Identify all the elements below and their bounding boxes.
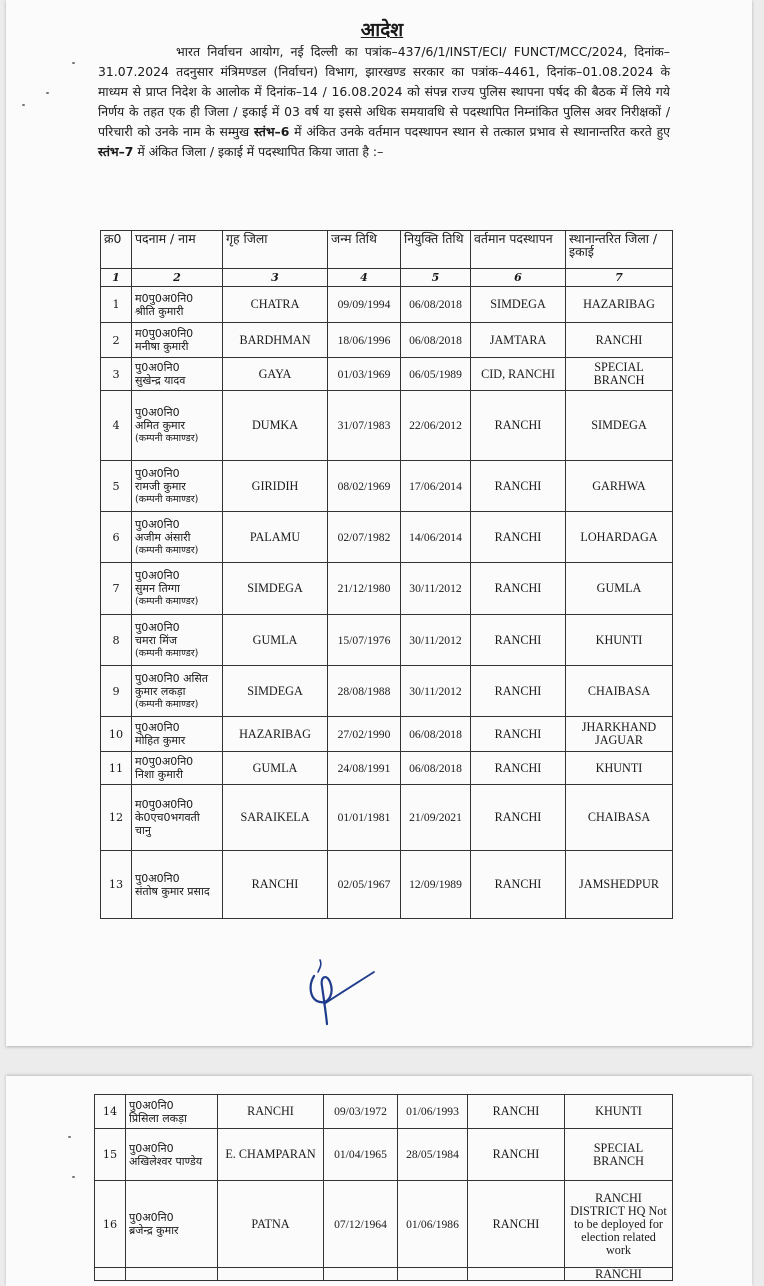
designation: पु0अ0नि0 <box>135 721 180 734</box>
name-cell <box>126 1095 218 1129</box>
appointment-date: 06/08/2018 <box>409 333 462 347</box>
header-name: पदनाम / नाम <box>132 231 223 269</box>
dob-cell <box>328 512 401 563</box>
table-row <box>101 851 673 919</box>
current-posting: JAMTARA <box>489 332 547 347</box>
date-of-birth: 07/12/1964 <box>334 1217 387 1231</box>
appointment-date: 12/09/1989 <box>409 878 462 891</box>
scan-speck <box>72 62 75 64</box>
home-district: BARDHMAN <box>239 332 311 347</box>
serial-cell <box>101 563 132 615</box>
column-number: 4 <box>328 269 401 287</box>
table-row <box>101 785 673 851</box>
cut-off-cell <box>468 1268 565 1281</box>
home-district: PALAMU <box>249 529 301 544</box>
home-district-cell <box>223 666 328 717</box>
dob-cell <box>328 323 401 358</box>
transfer-cell <box>565 1095 673 1129</box>
appointment-cell <box>401 323 471 358</box>
signature <box>300 952 382 1030</box>
serial-number: 1 <box>112 298 120 311</box>
home-district: GUMLA <box>252 632 298 647</box>
appointment-cell <box>401 851 471 919</box>
transferred-to: SIMDEGA <box>591 418 647 432</box>
current-posting-cell <box>471 615 566 666</box>
current-posting: RANCHI <box>494 810 542 824</box>
current-posting-cell <box>471 785 566 851</box>
transfer-cell <box>566 563 673 615</box>
serial-cell <box>101 615 132 666</box>
appointment-cell <box>401 563 471 615</box>
current-posting-cell <box>468 1095 565 1129</box>
officer-name: चमरा मिंज <box>135 633 177 647</box>
table-row <box>95 1129 673 1181</box>
designation: पु0अ0नि0 <box>135 871 180 885</box>
transfer-cell <box>566 358 673 391</box>
current-posting-cell <box>471 717 566 752</box>
serial-cell <box>101 287 132 323</box>
appointment-date: 14/06/2014 <box>409 530 462 544</box>
dob-cell <box>328 785 401 851</box>
transfer-cell <box>566 615 673 666</box>
table-row <box>101 461 673 512</box>
dob-cell <box>328 391 401 461</box>
designation: पु0अ0नि0 <box>135 406 180 419</box>
transferred-to: JHARKHAND JAGUAR <box>581 720 657 747</box>
transfer-cell <box>566 752 673 785</box>
appointment-cell <box>398 1095 468 1129</box>
cut-off-cell <box>95 1268 126 1281</box>
serial-number: 16 <box>102 1217 118 1231</box>
table-row <box>101 391 673 461</box>
appointment-cell <box>401 666 471 717</box>
transferred-to: RANCHI DISTRICT HQ Not to be deployed for election related work <box>570 1190 667 1257</box>
name-cell <box>132 785 223 851</box>
intro-text-1: भारत निर्वाचन आयोग, नई दिल्ली का पत्रांक–437/6/1/INST/ECI/ FUNCT/MCC/2024, दिनांक–31.07.2024 तदनुसार मंत्रिमण्डल (निर्वाचन) विभाग, झारखण्ड सरकार का पत्रांक–4461, दिनांक–01.08.2024 के माध्यम से प्राप्त निदेश के आलोक में दिनांक–14 / 16.08.2024 को संपन्न राज्य पुलिस स्थापना पर्षद की बैठक में लिये गये निर्णय के तहत एक ही जिला / इकाई में 03 वर्ष या इससे अधिक समयावधि से पदस्थापित निम्नांकित पुलिस अवर निरीक्षकों / परिचारी को उनके नाम के सम्मुख <box>98 44 670 139</box>
transfer-cell <box>566 287 673 323</box>
dob-cell <box>328 717 401 752</box>
intro-bold-column-7: स्तंभ–7 <box>98 144 134 159</box>
appointment-cell <box>401 615 471 666</box>
column-number: 7 <box>566 269 673 287</box>
designation: म0पु0अ0नि0 <box>135 798 194 811</box>
column-number: 1 <box>101 269 132 287</box>
transferred-to: LOHARDAGA <box>580 529 658 544</box>
intro-bold-column-6: स्तंभ–6 <box>253 124 290 139</box>
intro-text-2: में अंकित उनके वर्तमान पदस्थापन स्थान से तत्काल प्रभाव से स्थानान्तरित करते हुए <box>289 124 670 139</box>
table-row <box>101 717 673 752</box>
transferred-to: KHUNTI <box>595 760 643 775</box>
serial-number: 6 <box>112 530 120 544</box>
cut-off-cell: RANCHI <box>565 1268 673 1281</box>
header-current-posting: वर्तमान पदस्थापन <box>471 231 566 269</box>
current-posting: RANCHI <box>492 1216 540 1231</box>
name-cell <box>126 1129 218 1181</box>
officer-name: निशा कुमारी <box>135 768 184 781</box>
home-district: GUMLA <box>252 760 298 775</box>
home-district: SIMDEGA <box>247 683 303 698</box>
serial-cell <box>101 358 132 391</box>
table-row <box>101 287 673 323</box>
home-district-cell <box>223 461 328 512</box>
column-number: 2 <box>132 269 223 287</box>
officer-name: सुखेन्द्र यादव <box>135 374 186 387</box>
transferred-to: SPECIAL BRANCH <box>593 1140 644 1168</box>
date-of-birth: 02/05/1967 <box>337 878 391 891</box>
home-district-cell <box>223 287 328 323</box>
column-number: 3 <box>223 269 328 287</box>
appointment-cell <box>401 717 471 752</box>
serial-number: 11 <box>108 761 124 775</box>
appointment-date: 17/06/2014 <box>409 479 462 493</box>
officer-name: अजीम अंसारी <box>135 530 191 544</box>
current-posting: RANCHI <box>492 1104 540 1118</box>
date-of-birth: 15/07/1976 <box>337 633 391 647</box>
officer-note: (कम्पनी कमाण्डर) <box>135 596 199 607</box>
dob-cell <box>328 752 401 785</box>
cut-off-cell <box>218 1268 324 1281</box>
transferred-to: KHUNTI <box>595 632 643 647</box>
transfer-cell <box>566 785 673 851</box>
date-of-birth: 01/01/1981 <box>337 811 391 824</box>
officer-name: श्रीति कुमारी <box>135 304 184 318</box>
officer-name: अखिलेश्वर पाण्डेय <box>129 1154 203 1168</box>
current-posting-cell <box>471 512 566 563</box>
table-row <box>101 666 673 717</box>
home-district: GIRIDIH <box>251 478 299 493</box>
transfer-cell <box>566 323 673 358</box>
table-row <box>101 563 673 615</box>
table-row <box>101 323 673 358</box>
current-posting: SIMDEGA <box>490 297 546 311</box>
serial-cell <box>101 785 132 851</box>
scan-speck <box>22 104 25 106</box>
appointment-cell <box>401 287 471 323</box>
designation: म0पु0अ0नि0 <box>135 755 194 768</box>
name-cell <box>132 461 223 512</box>
scan-speck <box>72 1176 75 1178</box>
dob-cell <box>328 563 401 615</box>
serial-number: 15 <box>102 1148 118 1161</box>
designation: पु0अ0नि0 <box>135 361 180 374</box>
home-district: SIMDEGA <box>247 581 303 595</box>
transfer-cell <box>566 717 673 752</box>
transferred-to: HAZARIBAG <box>583 297 655 311</box>
serial-cell <box>101 851 132 919</box>
table-row <box>95 1095 673 1129</box>
table-row <box>101 615 673 666</box>
table-row <box>101 512 673 563</box>
appointment-date: 30/11/2012 <box>409 684 462 698</box>
cut-off-cell <box>398 1268 468 1281</box>
current-posting-cell <box>471 851 566 919</box>
name-cell <box>132 358 223 391</box>
serial-number: 7 <box>112 582 120 595</box>
serial-number: 13 <box>108 878 124 891</box>
intro-text-3: में अंकित जिला / इकाई में पदस्थापित किया जाता है :– <box>133 144 384 159</box>
serial-number: 8 <box>112 633 120 647</box>
officer-name: मोहित कुमार <box>135 734 186 747</box>
name-cell <box>132 287 223 323</box>
date-of-birth: 28/08/1988 <box>337 684 391 698</box>
serial-number: 14 <box>102 1105 118 1118</box>
name-cell <box>132 391 223 461</box>
order-paragraph <box>98 42 670 162</box>
date-of-birth: 08/02/1969 <box>337 479 391 493</box>
serial-number: 12 <box>108 811 124 824</box>
document-heading: आदेश <box>360 19 404 41</box>
serial-number: 5 <box>112 479 120 493</box>
date-of-birth: 09/03/1972 <box>334 1105 387 1118</box>
officer-name: के0एच0भगवती चानु <box>135 811 200 837</box>
serial-number: 4 <box>112 419 120 432</box>
name-cell <box>132 323 223 358</box>
serial-cell <box>101 461 132 512</box>
appointment-date: 30/11/2012 <box>409 582 462 595</box>
transfer-cell <box>566 391 673 461</box>
dob-cell <box>328 287 401 323</box>
dob-cell <box>328 615 401 666</box>
serial-number: 9 <box>112 684 120 698</box>
designation: पु0अ0नि0 असित <box>135 671 209 685</box>
home-district-cell <box>223 752 328 785</box>
serial-cell <box>95 1129 126 1181</box>
current-posting: RANCHI <box>494 581 542 595</box>
transfer-table-page-1 <box>100 230 673 919</box>
officer-name: सुमन तिग्गा <box>135 582 180 595</box>
header-serial: क्र0 <box>101 231 132 269</box>
current-posting: RANCHI <box>494 760 542 775</box>
transfer-cell <box>566 851 673 919</box>
serial-cell <box>95 1181 126 1268</box>
officer-note: (कम्पनी कमाण्डर) <box>135 698 199 710</box>
current-posting-cell <box>471 461 566 512</box>
appointment-cell <box>401 785 471 851</box>
transferred-to: GARHWA <box>592 478 646 493</box>
serial-cell <box>101 512 132 563</box>
home-district-cell <box>223 563 328 615</box>
dob-cell <box>328 358 401 391</box>
home-district-cell <box>218 1095 324 1129</box>
current-posting: RANCHI <box>494 418 542 432</box>
serial-number: 3 <box>112 367 120 381</box>
name-cell <box>132 512 223 563</box>
serial-cell <box>101 391 132 461</box>
home-district-cell <box>218 1129 324 1181</box>
home-district-cell <box>218 1181 324 1268</box>
officer-name: संतोष कुमार प्रसाद <box>135 884 210 898</box>
designation: पु0अ0नि0 <box>135 466 180 480</box>
officer-note: (कम्पनी कमाण्डर) <box>135 647 199 659</box>
serial-cell <box>95 1095 126 1129</box>
transferred-to: CHAIBASA <box>587 810 651 824</box>
current-posting-cell <box>471 358 566 391</box>
officer-name: ब्रजेन्द्र कुमार <box>129 1224 179 1237</box>
home-district: RANCHI <box>247 1104 294 1118</box>
date-of-birth: 21/12/1980 <box>337 582 391 595</box>
appointment-date: 06/08/2018 <box>409 298 462 311</box>
home-district: DUMKA <box>251 418 299 432</box>
designation: पु0अ0नि0 <box>135 620 180 634</box>
dob-cell <box>324 1129 398 1181</box>
current-posting-cell <box>471 323 566 358</box>
current-posting: RANCHI <box>494 726 542 741</box>
name-cell <box>126 1181 218 1268</box>
designation: पु0अ0नि0 <box>129 1098 174 1112</box>
serial-cell <box>101 666 132 717</box>
current-posting-cell <box>471 391 566 461</box>
current-posting: RANCHI <box>494 529 542 544</box>
name-cell <box>132 851 223 919</box>
header-transferred-to: स्थानान्तरित जिला / इकाई <box>566 231 673 269</box>
home-district-cell <box>223 512 328 563</box>
column-number: 5 <box>401 269 471 287</box>
date-of-birth: 18/06/1996 <box>337 333 391 347</box>
home-district-cell <box>223 323 328 358</box>
header-dob: जन्म तिथि <box>328 231 401 269</box>
home-district: CHATRA <box>250 297 300 311</box>
officer-note: (कम्पनी कमाण्डर) <box>135 544 199 556</box>
transferred-to: JAMSHEDPUR <box>579 877 659 891</box>
officer-name: अमित कुमार <box>135 419 185 432</box>
header-home-district: गृह जिला <box>223 231 328 269</box>
current-posting: RANCHI <box>494 632 542 647</box>
name-cell <box>132 666 223 717</box>
appointment-date: 30/11/2012 <box>409 633 462 647</box>
home-district-cell <box>223 358 328 391</box>
appointment-date: 06/05/1989 <box>409 367 462 381</box>
appointment-date: 06/08/2018 <box>409 761 462 775</box>
dob-cell <box>328 461 401 512</box>
current-posting-cell <box>471 666 566 717</box>
date-of-birth: 09/09/1994 <box>337 298 391 311</box>
current-posting: RANCHI <box>494 877 542 891</box>
officer-name: रामजी कुमार <box>135 479 186 493</box>
officer-name: प्रिसिला लकड़ा <box>129 1111 187 1125</box>
home-district-cell <box>223 717 328 752</box>
appointment-date: 28/05/1984 <box>406 1148 459 1161</box>
appointment-cell <box>401 461 471 512</box>
appointment-date: 06/08/2018 <box>409 727 462 741</box>
officer-name: कुमार लकड़ा <box>135 684 186 698</box>
name-cell <box>132 563 223 615</box>
name-cell <box>132 717 223 752</box>
date-of-birth: 02/07/1982 <box>337 530 391 544</box>
scan-speck <box>46 92 49 94</box>
transfer-cell <box>566 461 673 512</box>
cut-off-cell <box>126 1268 218 1281</box>
designation: पु0अ0नि0 <box>135 517 180 531</box>
table-row-cut-off <box>95 1268 673 1281</box>
appointment-date: 01/06/1986 <box>406 1217 459 1231</box>
current-posting: RANCHI <box>492 1147 540 1161</box>
date-of-birth: 01/04/1965 <box>334 1148 387 1161</box>
dob-cell <box>328 851 401 919</box>
home-district: E. CHAMPARAN <box>225 1147 316 1161</box>
home-district-cell <box>223 391 328 461</box>
current-posting-cell <box>471 563 566 615</box>
home-district: RANCHI <box>251 877 299 891</box>
transfer-cell <box>566 666 673 717</box>
serial-cell <box>101 323 132 358</box>
appointment-cell <box>398 1181 468 1268</box>
transfer-cell <box>565 1181 673 1268</box>
name-cell <box>132 752 223 785</box>
transferred-to: RANCHI <box>595 332 643 347</box>
designation: म0पु0अ0नि0 <box>135 327 194 340</box>
serial-cell <box>101 752 132 785</box>
serial-number: 10 <box>108 727 124 741</box>
transferred-to: SPECIAL BRANCH <box>593 360 645 387</box>
designation: पु0अ0नि0 <box>129 1211 174 1224</box>
date-of-birth: 24/08/1991 <box>337 761 391 775</box>
cut-off-cell <box>324 1268 398 1281</box>
dob-cell <box>324 1095 398 1129</box>
transfer-table-page-2 <box>94 1094 673 1281</box>
serial-cell <box>101 717 132 752</box>
home-district-cell <box>223 785 328 851</box>
header-appointment-date: नियुक्ति तिथि <box>401 231 471 269</box>
current-posting-cell <box>471 752 566 785</box>
home-district: HAZARIBAG <box>239 726 311 741</box>
date-of-birth: 31/07/1983 <box>337 419 391 432</box>
appointment-cell <box>401 391 471 461</box>
appointment-cell <box>398 1129 468 1181</box>
appointment-cell <box>401 358 471 391</box>
transfer-cell <box>566 512 673 563</box>
current-posting-cell <box>468 1181 565 1268</box>
home-district: SARAIKELA <box>240 810 310 824</box>
current-posting-cell <box>468 1129 565 1181</box>
table-row <box>101 358 673 391</box>
designation: पु0अ0नि0 <box>135 569 180 582</box>
appointment-cell <box>401 752 471 785</box>
transfer-cell <box>565 1129 673 1181</box>
appointment-date: 21/09/2021 <box>409 811 462 824</box>
officer-name: मनीषा कुमारी <box>135 340 189 353</box>
transferred-to: GUMLA <box>596 581 642 595</box>
date-of-birth: 27/02/1990 <box>337 727 391 741</box>
date-of-birth: 01/03/1969 <box>337 367 391 381</box>
dob-cell <box>324 1181 398 1268</box>
home-district-cell <box>223 851 328 919</box>
appointment-cell <box>401 512 471 563</box>
current-posting: RANCHI <box>494 683 542 698</box>
scan-speck <box>68 1136 71 1138</box>
home-district: PATNA <box>251 1216 290 1231</box>
transferred-to: KHUNTI <box>595 1104 642 1118</box>
officer-note: (कम्पनी कमाण्डर) <box>135 433 199 444</box>
dob-cell <box>328 666 401 717</box>
home-district-cell <box>223 615 328 666</box>
table-row <box>101 752 673 785</box>
current-posting: CID, RANCHI <box>481 366 555 381</box>
column-number: 6 <box>471 269 566 287</box>
name-cell <box>132 615 223 666</box>
current-posting-cell <box>471 287 566 323</box>
current-posting: RANCHI <box>494 478 542 493</box>
officer-note: (कम्पनी कमाण्डर) <box>135 493 199 505</box>
designation: म0पु0अ0नि0 <box>135 291 194 305</box>
serial-number: 2 <box>112 333 120 347</box>
appointment-date: 01/06/1993 <box>406 1105 459 1118</box>
appointment-date: 22/06/2012 <box>409 419 462 432</box>
home-district: GAYA <box>258 366 292 381</box>
designation: पु0अ0नि0 <box>129 1141 174 1155</box>
table-row <box>95 1181 673 1268</box>
transferred-to: CHAIBASA <box>587 683 651 698</box>
